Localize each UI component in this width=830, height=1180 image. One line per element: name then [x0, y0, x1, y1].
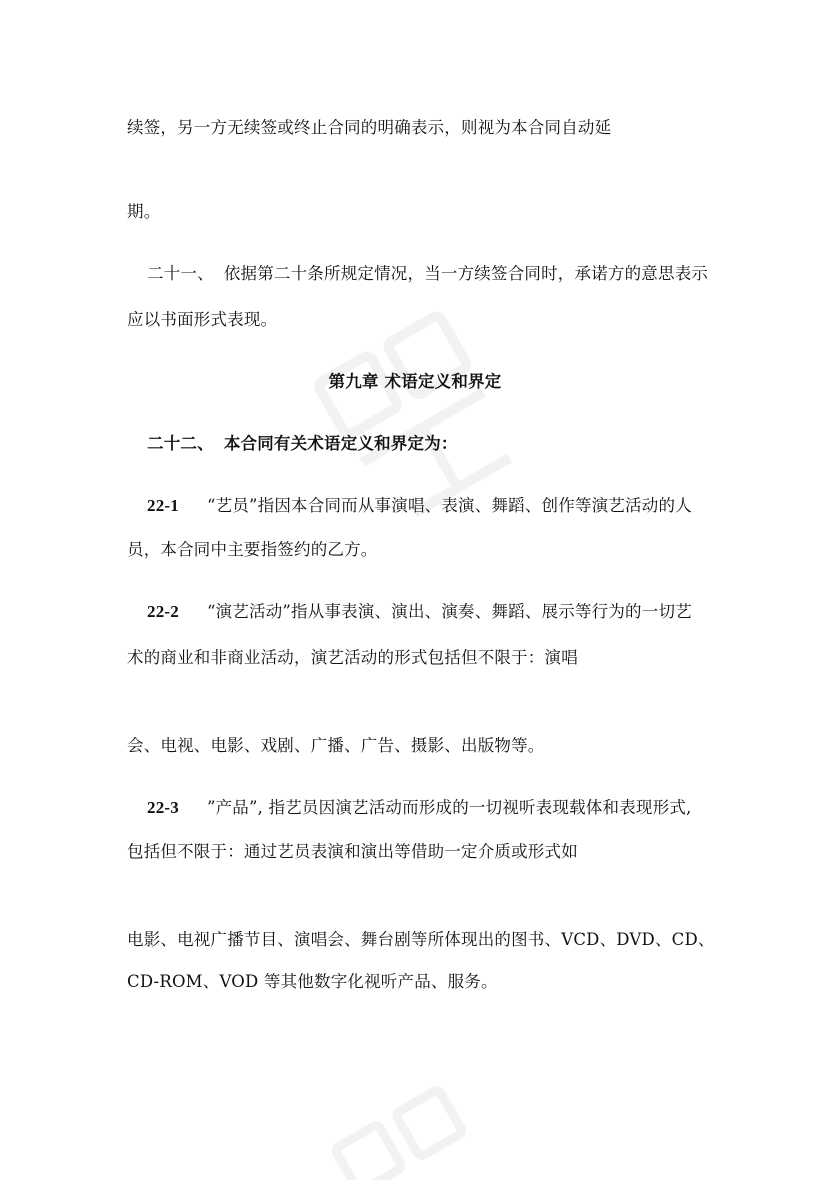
clause-text: “艺员”指因本合同而从事演唱、表演、舞蹈、创作等演艺活动的人 — [206, 496, 692, 515]
clause-22-2 — [147, 602, 692, 622]
clause-22-3 — [147, 798, 691, 818]
clause-number: 22-2 — [147, 602, 179, 621]
watermark-logo — [300, 270, 560, 530]
paragraph-line: 员，本合同中主要指签约的乙方。 — [127, 540, 378, 559]
clause-text: “演艺活动”指从事表演、演出、演奏、舞蹈、展示等行为的一切艺 — [206, 602, 692, 621]
clause-number: 22-3 — [147, 798, 179, 817]
paragraph-line: 期。 — [127, 202, 161, 221]
paragraph-line: 电影、电视广播节目、演唱会、舞台剧等所体现出的图书、VCD、DVD、CD、 — [127, 930, 715, 949]
paragraph-line: 应以书面形式表现。 — [127, 310, 278, 329]
paragraph-line: 术的商业和非商业活动，演艺活动的形式包括但不限于：演唱 — [127, 648, 578, 667]
watermark-logo-bottom — [300, 1080, 520, 1180]
clause-number: 22-1 — [147, 496, 179, 515]
paragraph-line: 续签，另一方无续签或终止合同的明确表示，则视为本合同自动延 — [127, 118, 612, 137]
clause-text: ”产品”, 指艺员因演艺活动而形成的一切视听表现载体和表现形式, — [206, 798, 692, 817]
paragraph-line: 会、电视、电影、戏剧、广播、广告、摄影、出版物等。 — [127, 736, 545, 755]
clause-22-1 — [147, 496, 692, 516]
clause-22 — [147, 434, 458, 454]
chapter-title: 第九章 术语定义和界定 — [328, 372, 502, 391]
clause-21 — [147, 264, 708, 284]
paragraph-line: CD-ROM、VOD 等其他数字化视听产品、服务。 — [127, 972, 498, 991]
clause-text: 本合同有关术语定义和界定为： — [223, 434, 458, 453]
paragraph-line: 包括但不限于：通过艺员表演和演出等借助一定介质或形式如 — [127, 842, 578, 861]
clause-number: 二十二、 — [147, 434, 214, 453]
clause-number: 二十一、 — [147, 264, 214, 283]
clause-text: 依据第二十条所规定情况，当一方续签合同时，承诺方的意思表示 — [223, 264, 709, 283]
